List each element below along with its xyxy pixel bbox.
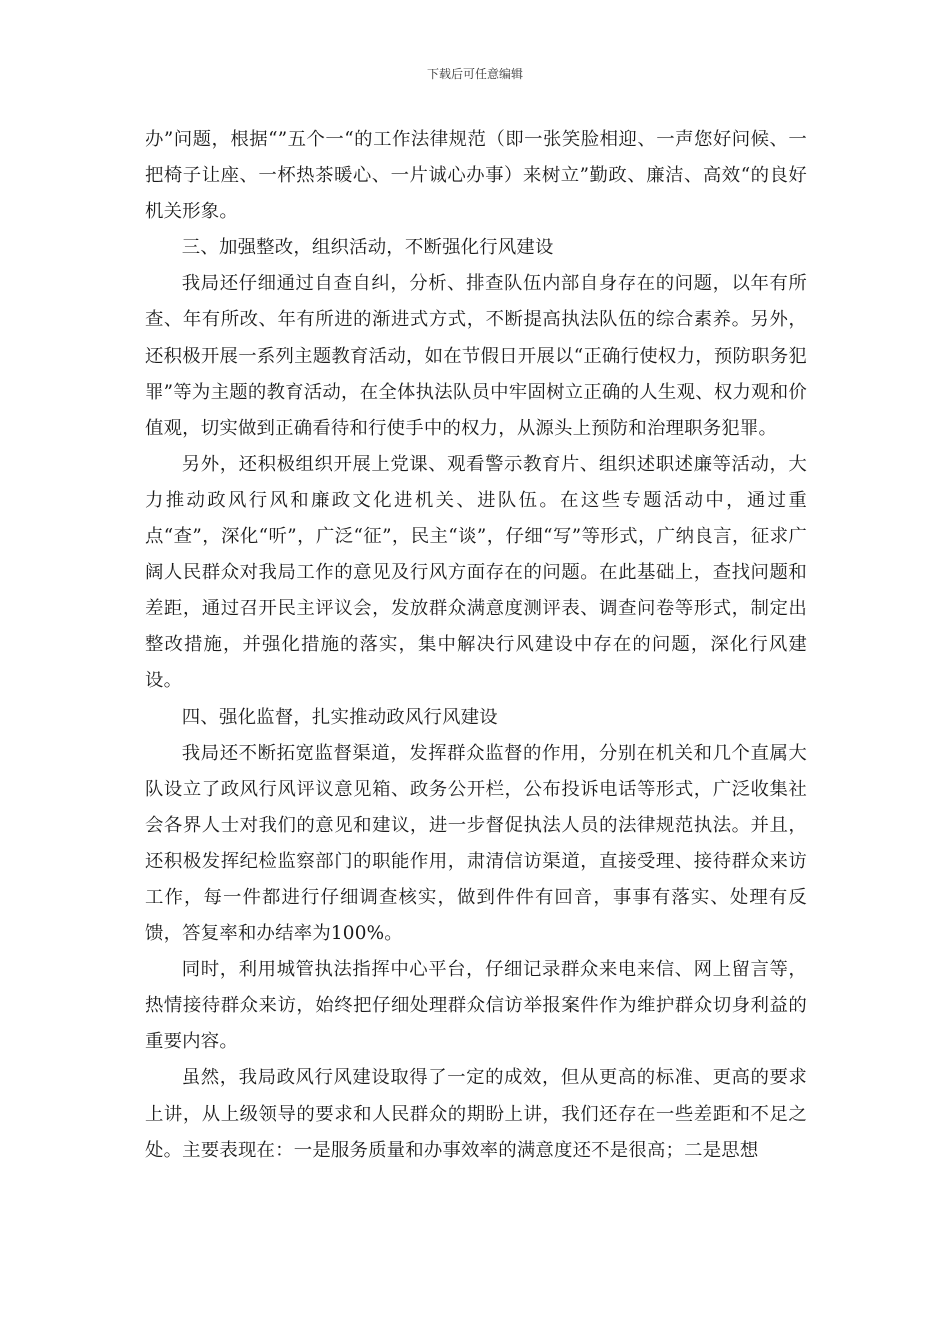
paragraph: 我局还不断拓宽监督渠道，发挥群众监督的作用，分别在机关和几个直属大队设立了政风行风评议意见箱、政务公开栏，公布投诉电话等形式，广泛收集社会各界人士对我们的意见和建议，进一步督促执法人员的法律规范执法。并且，还积极发挥纪检监察部门的职能作用，肃清信访渠道，直接受理、接待群众来访工作，每一件都进行仔细调查核实，做到件件有回音，事事有落实、处理有反馈，答复率和办结率为100%。 [145,742,807,945]
section-heading: 四、强化监督，扎实推动政风行风建设 [181,706,498,728]
page-header: 下载后可任意编辑 [426,67,523,81]
section-heading: 三、加强整改，组织活动，不断强化行风建设 [181,237,554,259]
paragraph: 我局还仔细通过自查自纠，分析、排查队伍内部自身存在的问题，以年有所查、年有所改、年有所进的渐进式方式，不断提高执法队伍的综合素养。另外，还积极开展一系列主题教育活动，如在节假日开展以“正确行使权力，预防职务犯罪”等为主题的教育活动，在全体执法队员中牢固树立正确的人生观、权力观和价值观，切实做到正确看待和行使手中的权力，从源头上预防和治理职务犯罪。 [145,273,807,439]
document-body [145,122,807,1169]
paragraph: 办”问题，根据“”五个一“的工作法律规范（即一张笑脸相迎、一声您好问候、一把椅子让座、一杯热茶暖心、一片诚心办事）来树立”勤政、廉洁、高效“的良好机关形象。 [145,129,807,223]
paragraph: 虽然，我局政风行风建设取得了一定的成效，但从更高的标准、更高的要求上讲，从上级领导的要求和人民群众的期盼上讲，我们还存在一些差距和不足之处。主要表现在：一是服务质量和办事效率的满意度还不是很高；二是思想 [145,1067,807,1161]
paragraph: 另外，还积极组织开展上党课、观看警示教育片、组织述职述廉等活动，大力推动政风行风和廉政文化进机关、进队伍。在这些专题活动中，通过重点“查”，深化“听”，广泛“征”，民主“谈”，仔细“写”等形式，广纳良言，征求广阔人民群众对我局工作的意见及行风方面存在的问题。在此基础上，查找问题和差距，通过召开民主评议会，发放群众满意度测评表、调查问卷等形式，制定出整改措施，并强化措施的落实，集中解决行风建设中存在的问题，深化行风建设。 [145,453,807,692]
paragraph: 同时，利用城管执法指挥中心平台，仔细记录群众来电来信、网上留言等，热情接待群众来访，始终把仔细处理群众信访举报案件作为维护群众切身利益的重要内容。 [145,959,807,1053]
